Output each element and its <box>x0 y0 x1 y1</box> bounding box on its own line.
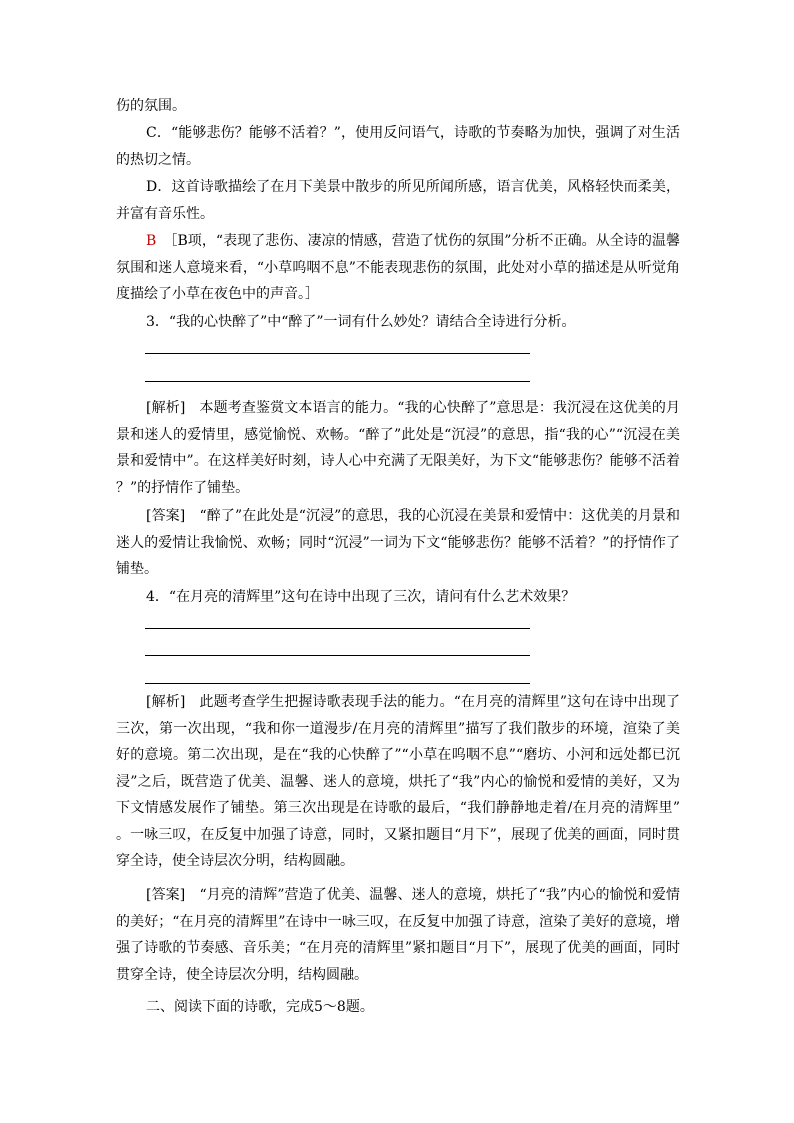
section-2-heading: 二、阅读下面的诗歌，完成5～8题。 <box>146 999 374 1015</box>
answer-tag: [答案] <box>146 508 186 524</box>
answer-explanation: ［B项，“表现了悲伤、凄凉的情感，营造了忧伤的氛围”分析不正确。从全诗的温馨氛围和迷人意境来看，“小草呜咽不息”不能表现悲伤的氛围，此处对小草的描述是从听觉角度描绘了小草在夜色中的声音。］ <box>116 233 680 302</box>
option-c: C．“能够悲伤？能够不活着？”，使用反问语气，诗歌的节奏略为加快，强调了对生活的热切之情。 <box>116 125 680 168</box>
answer-line <box>145 628 530 629</box>
answer-text: “月亮的清辉”营造了优美、温馨、迷人的意境，烘托了“我”内心的愉悦和爱情的美好；“在月亮的清辉里”在诗中一咏三叹，在反复中加强了诗意，渲染了美好的意境，增强了诗歌的节奏感、音乐美；“在月亮的清辉里”紧扣题目“月下”，展现了优美的画面，同时贯穿全诗，使全诗层次分明，结构圆融。 <box>116 887 680 983</box>
answer-letter: B <box>146 233 157 249</box>
analysis-text: 此题考查学生把握诗歌表现手法的能力。“在月亮的清辉里”这句在诗中出现了三次，第一次出现，“我和你一道漫步/在月亮的清辉里”描写了我们散步的环境，渲染了美好的意境。第二次出现，是在“我的心快醉了”“小草在呜咽不息”“磨坊、小河和远处都已沉浸”之后，既营造了优美、温馨、迷人的意境，烘托了“我”内心的愉悦和爱情的美好，又为下文情感发展作了铺垫。第三次出现是在诗歌的最后，“我们静静地走着/在月亮的清辉里”。一咏三叹，在反复中加强了诗意，同时，又紧扣题目“月下”，展现了优美的画面，同时贯穿全诗，使全诗层次分明，结构圆融。 <box>116 694 681 869</box>
option-d: D．这首诗歌描绘了在月下美景中散步的所见所闻所感，语言优美，风格轻快而柔美，并富有音乐性。 <box>116 179 680 222</box>
q3-answer <box>116 503 680 583</box>
q2-answer <box>116 228 680 308</box>
answer-line <box>145 381 530 382</box>
answer-line <box>145 683 530 684</box>
answer-text: “醉了”在此处是“沉浸”的意思，我的心沉浸在美景和爱情中：这优美的月景和迷人的爱情让我愉悦、欢畅；同时“沉浸”一词为下文“能够悲伤？能够不活着？”的抒情作了铺垫。 <box>116 508 680 577</box>
answer-line <box>145 353 530 354</box>
answer-line <box>145 655 530 656</box>
continued-text: 伤的氛围。 <box>116 98 186 114</box>
analysis-tag: [解析] <box>146 694 186 710</box>
answer-tag: [答案] <box>146 887 186 903</box>
question-4: 4．“在月亮的清辉里”这句在诗中出现了三次，请问有什么艺术效果？ <box>146 589 576 605</box>
q4-analysis <box>116 689 680 875</box>
analysis-text: 本题考查鉴赏文本语言的能力。“我的心快醉了”意思是：我沉浸在这优美的月景和迷人的爱情里，感觉愉悦、欢畅。“醉了”此处是“沉浸”的意思，指“我的心”“沉浸在美景和爱情中”。在这样美好时刻，诗人心中充满了无限美好，为下文“能够悲伤？能够不活着？”的抒情作了铺垫。 <box>116 400 681 496</box>
analysis-tag: [解析] <box>146 400 186 416</box>
q3-analysis <box>116 395 680 501</box>
question-3: 3．“我的心快醉了”中“醉了”一词有什么妙处？请结合全诗进行分析。 <box>146 314 576 330</box>
q4-answer <box>116 882 680 988</box>
